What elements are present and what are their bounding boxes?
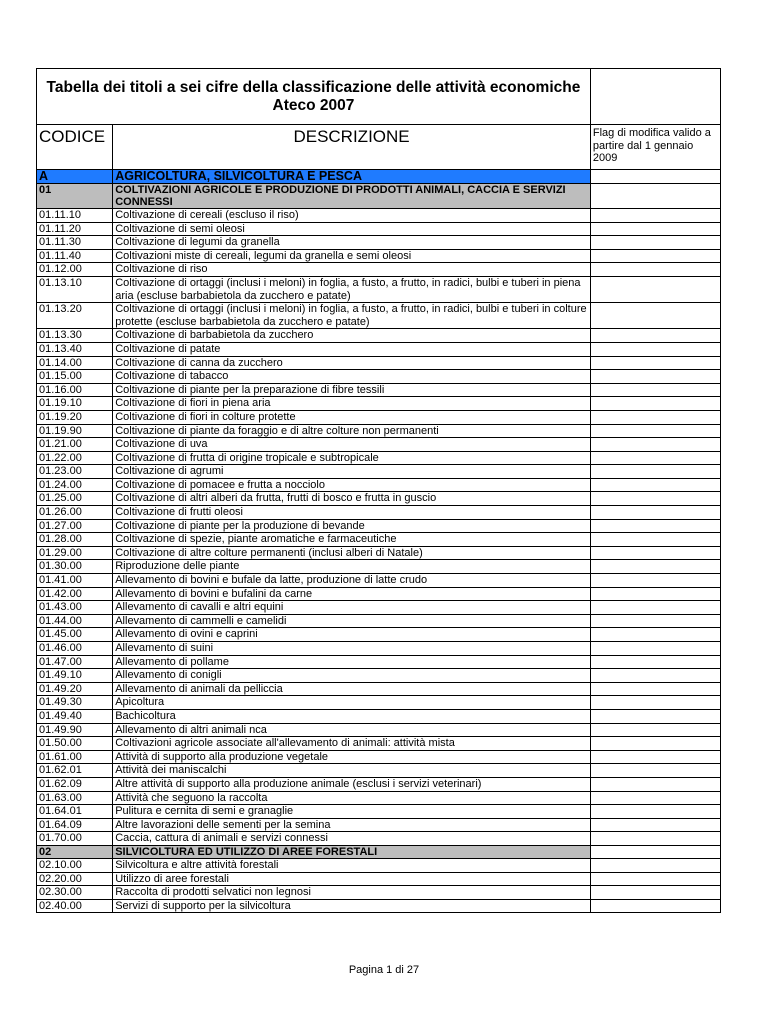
flag-cell bbox=[590, 777, 720, 791]
description-cell: Coltivazioni miste di cereali, legumi da granella e semi oleosi bbox=[113, 249, 591, 263]
division-row bbox=[37, 845, 721, 858]
flag-cell bbox=[590, 723, 720, 737]
description-cell: Coltivazione di piante per la preparazione di fibre tessili bbox=[113, 383, 591, 397]
code-cell: 01.64.09 bbox=[37, 818, 113, 832]
description-cell: Allevamento di cammelli e camelidi bbox=[113, 614, 591, 628]
flag-cell bbox=[590, 519, 720, 533]
table-row bbox=[37, 872, 721, 886]
description-cell: Coltivazione di altri alberi da frutta, frutti di bosco e frutta in guscio bbox=[113, 492, 591, 506]
table-row bbox=[37, 533, 721, 547]
flag-cell bbox=[590, 506, 720, 520]
description-cell: Allevamento di bovini e bufalini da carne bbox=[113, 587, 591, 601]
table-row bbox=[37, 805, 721, 819]
description-cell: Allevamento di bovini e bufale da latte, produzione di latte crudo bbox=[113, 574, 591, 588]
table-row bbox=[37, 709, 721, 723]
header-description: DESCRIZIONE bbox=[113, 125, 591, 170]
code-cell: 01.41.00 bbox=[37, 574, 113, 588]
flag-cell bbox=[590, 845, 720, 858]
flag-cell bbox=[590, 791, 720, 805]
description-cell: Attività di supporto alla produzione vegetale bbox=[113, 750, 591, 764]
code-cell: A bbox=[37, 170, 113, 184]
table-row bbox=[37, 492, 721, 506]
flag-cell bbox=[590, 397, 720, 411]
code-cell: 01.11.40 bbox=[37, 249, 113, 263]
code-cell: 01.22.00 bbox=[37, 451, 113, 465]
table-row bbox=[37, 764, 721, 778]
table-row bbox=[37, 899, 721, 913]
table-row bbox=[37, 832, 721, 846]
table-row bbox=[37, 397, 721, 411]
description-cell: SILVICOLTURA ED UTILIZZO DI AREE FORESTALI bbox=[113, 845, 591, 858]
code-cell: 01.28.00 bbox=[37, 533, 113, 547]
table-row bbox=[37, 303, 721, 329]
code-cell: 01.24.00 bbox=[37, 478, 113, 492]
description-cell: Altre attività di supporto alla produzione animale (esclusi i servizi veterinari) bbox=[113, 777, 591, 791]
code-cell: 01.11.20 bbox=[37, 222, 113, 236]
table-row bbox=[37, 370, 721, 384]
table-row bbox=[37, 438, 721, 452]
flag-cell bbox=[590, 329, 720, 343]
code-cell: 01.27.00 bbox=[37, 519, 113, 533]
description-cell: Attività dei maniscalchi bbox=[113, 764, 591, 778]
table-row bbox=[37, 342, 721, 356]
table-row bbox=[37, 614, 721, 628]
table-row bbox=[37, 886, 721, 900]
flag-cell bbox=[590, 682, 720, 696]
code-cell: 01.45.00 bbox=[37, 628, 113, 642]
code-cell: 01.46.00 bbox=[37, 642, 113, 656]
table-row bbox=[37, 560, 721, 574]
flag-cell bbox=[590, 533, 720, 547]
code-cell: 01.19.90 bbox=[37, 424, 113, 438]
division-row bbox=[37, 184, 721, 209]
description-cell: Allevamento di conigli bbox=[113, 669, 591, 683]
code-cell: 01.42.00 bbox=[37, 587, 113, 601]
description-cell: Allevamento di cavalli e altri equini bbox=[113, 601, 591, 615]
description-cell: Riproduzione delle piante bbox=[113, 560, 591, 574]
code-cell: 01.13.30 bbox=[37, 329, 113, 343]
table-row bbox=[37, 791, 721, 805]
code-cell: 01.50.00 bbox=[37, 737, 113, 751]
table-row bbox=[37, 546, 721, 560]
table-row bbox=[37, 329, 721, 343]
flag-cell bbox=[590, 696, 720, 710]
table-row bbox=[37, 682, 721, 696]
code-cell: 01.25.00 bbox=[37, 492, 113, 506]
table-row bbox=[37, 478, 721, 492]
description-cell: Pulitura e cernita di semi e granaglie bbox=[113, 805, 591, 819]
flag-cell bbox=[590, 655, 720, 669]
table-row bbox=[37, 263, 721, 277]
table-row bbox=[37, 276, 721, 302]
flag-cell bbox=[590, 642, 720, 656]
code-cell: 01.49.30 bbox=[37, 696, 113, 710]
description-cell: Coltivazione di ortaggi (inclusi i meloni) in foglia, a fusto, a frutto, in radici, bulbi e tuberi in piena aria (escluse barbabietola da zucchero e patate) bbox=[113, 276, 591, 302]
description-cell: Coltivazione di altre colture permanenti (inclusi alberi di Natale) bbox=[113, 546, 591, 560]
table-row bbox=[37, 519, 721, 533]
table-row bbox=[37, 750, 721, 764]
flag-cell bbox=[590, 236, 720, 250]
description-cell: Coltivazione di patate bbox=[113, 342, 591, 356]
description-cell: Coltivazione di canna da zucchero bbox=[113, 356, 591, 370]
code-cell: 02.40.00 bbox=[37, 899, 113, 913]
table-row bbox=[37, 737, 721, 751]
flag-cell bbox=[590, 764, 720, 778]
table-row bbox=[37, 236, 721, 250]
table-row bbox=[37, 655, 721, 669]
table-row bbox=[37, 451, 721, 465]
description-cell: Attività che seguono la raccolta bbox=[113, 791, 591, 805]
code-cell: 01.62.09 bbox=[37, 777, 113, 791]
table-row bbox=[37, 587, 721, 601]
flag-cell bbox=[590, 424, 720, 438]
description-cell: Servizi di supporto per la silvicoltura bbox=[113, 899, 591, 913]
description-cell: Coltivazione di cereali (escluso il riso) bbox=[113, 209, 591, 223]
description-cell: Coltivazione di barbabietola da zucchero bbox=[113, 329, 591, 343]
table-row bbox=[37, 601, 721, 615]
description-cell: Allevamento di altri animali nca bbox=[113, 723, 591, 737]
code-cell: 01.14.00 bbox=[37, 356, 113, 370]
flag-cell bbox=[590, 276, 720, 302]
code-cell: 01.26.00 bbox=[37, 506, 113, 520]
code-cell: 01.44.00 bbox=[37, 614, 113, 628]
table-row bbox=[37, 222, 721, 236]
code-cell: 01.64.01 bbox=[37, 805, 113, 819]
description-cell: Coltivazione di frutti oleosi bbox=[113, 506, 591, 520]
table-row bbox=[37, 642, 721, 656]
description-cell: Coltivazione di riso bbox=[113, 263, 591, 277]
table-row bbox=[37, 383, 721, 397]
code-cell: 01.13.20 bbox=[37, 303, 113, 329]
code-cell: 01.30.00 bbox=[37, 560, 113, 574]
flag-cell bbox=[590, 601, 720, 615]
description-cell: COLTIVAZIONI AGRICOLE E PRODUZIONE DI PRODOTTI ANIMALI, CACCIA E SERVIZI CONNESSI bbox=[113, 184, 591, 209]
description-cell: AGRICOLTURA, SILVICOLTURA E PESCA bbox=[113, 170, 591, 184]
table-title: Tabella dei titoli a sei cifre della classificazione delle attività economiche Ateco 2007 bbox=[37, 69, 591, 125]
code-cell: 01.62.01 bbox=[37, 764, 113, 778]
code-cell: 01.49.40 bbox=[37, 709, 113, 723]
flag-cell bbox=[590, 628, 720, 642]
table-row bbox=[37, 696, 721, 710]
page-footer: Pagina 1 di 27 bbox=[348, 964, 420, 976]
code-cell: 01.49.20 bbox=[37, 682, 113, 696]
table-row bbox=[37, 777, 721, 791]
flag-cell bbox=[590, 737, 720, 751]
description-cell: Coltivazioni agricole associate all'allevamento di animali: attività mista bbox=[113, 737, 591, 751]
description-cell: Coltivazione di fiori in colture protette bbox=[113, 410, 591, 424]
code-cell: 01.23.00 bbox=[37, 465, 113, 479]
code-cell: 01.49.10 bbox=[37, 669, 113, 683]
table-row bbox=[37, 669, 721, 683]
description-cell: Allevamento di animali da pelliccia bbox=[113, 682, 591, 696]
code-cell: 02.30.00 bbox=[37, 886, 113, 900]
code-cell: 01.12.00 bbox=[37, 263, 113, 277]
description-cell: Allevamento di ovini e caprini bbox=[113, 628, 591, 642]
table-row bbox=[37, 209, 721, 223]
code-cell: 01.11.10 bbox=[37, 209, 113, 223]
ateco-table bbox=[36, 68, 721, 913]
flag-cell bbox=[590, 342, 720, 356]
section-row bbox=[37, 170, 721, 184]
header-code: CODICE bbox=[37, 125, 113, 170]
flag-cell bbox=[590, 303, 720, 329]
flag-cell bbox=[590, 370, 720, 384]
table-row bbox=[37, 506, 721, 520]
flag-cell bbox=[590, 170, 720, 184]
description-cell: Altre lavorazioni delle sementi per la semina bbox=[113, 818, 591, 832]
flag-cell bbox=[590, 614, 720, 628]
code-cell: 01.13.10 bbox=[37, 276, 113, 302]
flag-cell bbox=[590, 750, 720, 764]
description-cell: Allevamento di suini bbox=[113, 642, 591, 656]
code-cell: 01.21.00 bbox=[37, 438, 113, 452]
description-cell: Apicoltura bbox=[113, 696, 591, 710]
table-row bbox=[37, 356, 721, 370]
description-cell: Coltivazione di frutta di origine tropicale e subtropicale bbox=[113, 451, 591, 465]
flag-cell bbox=[590, 587, 720, 601]
description-cell: Bachicoltura bbox=[113, 709, 591, 723]
code-cell: 01.47.00 bbox=[37, 655, 113, 669]
table-row bbox=[37, 249, 721, 263]
code-cell: 01.49.90 bbox=[37, 723, 113, 737]
description-cell: Coltivazione di piante da foraggio e di altre colture non permanenti bbox=[113, 424, 591, 438]
flag-cell bbox=[590, 818, 720, 832]
description-cell: Utilizzo di aree forestali bbox=[113, 872, 591, 886]
table-row bbox=[37, 858, 721, 872]
flag-cell bbox=[590, 669, 720, 683]
description-cell: Coltivazione di piante per la produzione di bevande bbox=[113, 519, 591, 533]
description-cell: Coltivazione di legumi da granella bbox=[113, 236, 591, 250]
code-cell: 02.20.00 bbox=[37, 872, 113, 886]
table-row bbox=[37, 424, 721, 438]
flag-cell bbox=[590, 899, 720, 913]
table-row bbox=[37, 628, 721, 642]
flag-cell bbox=[590, 209, 720, 223]
flag-cell bbox=[590, 709, 720, 723]
flag-cell bbox=[590, 263, 720, 277]
code-cell: 01.43.00 bbox=[37, 601, 113, 615]
code-cell: 01.11.30 bbox=[37, 236, 113, 250]
flag-cell bbox=[590, 478, 720, 492]
description-cell: Coltivazione di tabacco bbox=[113, 370, 591, 384]
flag-cell bbox=[590, 249, 720, 263]
flag-cell bbox=[590, 410, 720, 424]
flag-cell bbox=[590, 805, 720, 819]
flag-cell bbox=[590, 560, 720, 574]
code-cell: 01.19.20 bbox=[37, 410, 113, 424]
code-cell: 01 bbox=[37, 184, 113, 209]
description-cell: Raccolta di prodotti selvatici non legnosi bbox=[113, 886, 591, 900]
flag-cell bbox=[590, 465, 720, 479]
code-cell: 02 bbox=[37, 845, 113, 858]
code-cell: 01.63.00 bbox=[37, 791, 113, 805]
description-cell: Coltivazione di agrumi bbox=[113, 465, 591, 479]
flag-cell bbox=[590, 438, 720, 452]
flag-cell bbox=[590, 546, 720, 560]
description-cell: Coltivazione di ortaggi (inclusi i meloni) in foglia, a fusto, a frutto, in radici, bulbi e tuberi in colture protette (escluse barbabietola da zucchero e patate) bbox=[113, 303, 591, 329]
flag-cell bbox=[590, 222, 720, 236]
flag-cell bbox=[590, 832, 720, 846]
description-cell: Coltivazione di spezie, piante aromatiche e farmaceutiche bbox=[113, 533, 591, 547]
description-cell: Coltivazione di pomacee e frutta a nocciolo bbox=[113, 478, 591, 492]
description-cell: Coltivazione di fiori in piena aria bbox=[113, 397, 591, 411]
flag-cell bbox=[590, 872, 720, 886]
code-cell: 01.19.10 bbox=[37, 397, 113, 411]
description-cell: Allevamento di pollame bbox=[113, 655, 591, 669]
code-cell: 01.16.00 bbox=[37, 383, 113, 397]
code-cell: 01.15.00 bbox=[37, 370, 113, 384]
flag-cell bbox=[590, 886, 720, 900]
flag-cell bbox=[590, 858, 720, 872]
flag-cell bbox=[590, 574, 720, 588]
code-cell: 01.13.40 bbox=[37, 342, 113, 356]
description-cell: Silvicoltura e altre attività forestali bbox=[113, 858, 591, 872]
description-cell: Caccia, cattura di animali e servizi connessi bbox=[113, 832, 591, 846]
table-row bbox=[37, 723, 721, 737]
table-row bbox=[37, 465, 721, 479]
code-cell: 02.10.00 bbox=[37, 858, 113, 872]
description-cell: Coltivazione di semi oleosi bbox=[113, 222, 591, 236]
title-empty-cell bbox=[590, 69, 720, 125]
table-row bbox=[37, 818, 721, 832]
table-row bbox=[37, 574, 721, 588]
flag-cell bbox=[590, 383, 720, 397]
flag-cell bbox=[590, 492, 720, 506]
flag-cell bbox=[590, 184, 720, 209]
header-flag: Flag di modifica valido a partire dal 1 gennaio 2009 bbox=[590, 125, 720, 170]
flag-cell bbox=[590, 356, 720, 370]
flag-cell bbox=[590, 451, 720, 465]
code-cell: 01.29.00 bbox=[37, 546, 113, 560]
header-row bbox=[37, 125, 721, 170]
table-row bbox=[37, 410, 721, 424]
description-cell: Coltivazione di uva bbox=[113, 438, 591, 452]
code-cell: 01.61.00 bbox=[37, 750, 113, 764]
title-row bbox=[37, 69, 721, 125]
code-cell: 01.70.00 bbox=[37, 832, 113, 846]
